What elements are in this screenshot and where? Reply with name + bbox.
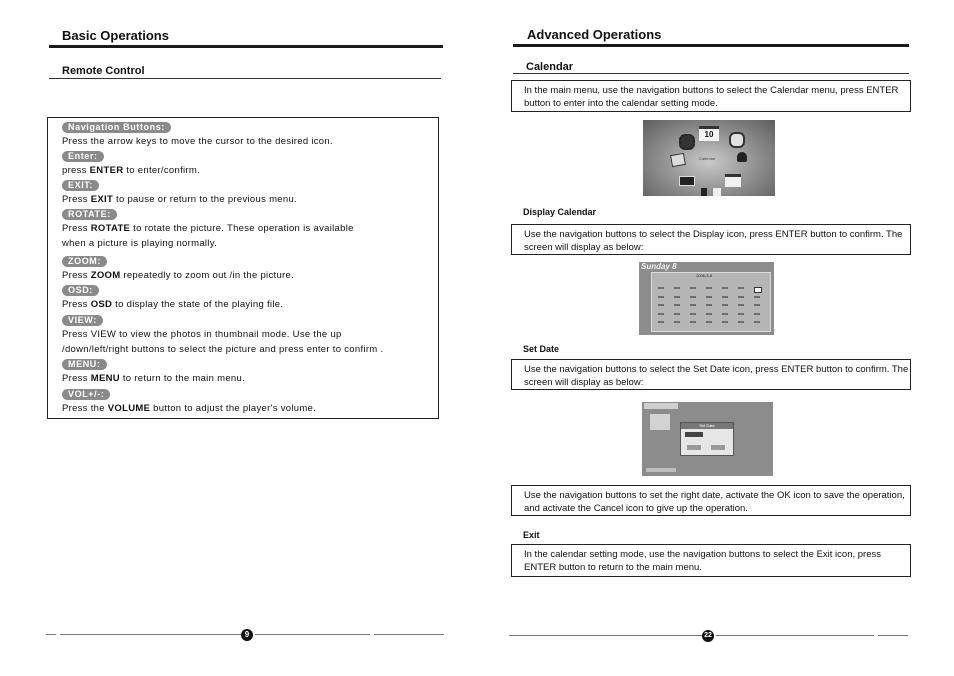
remote-desc-part: ZOOM [90, 270, 121, 281]
calendar-cell [690, 296, 696, 298]
set-date-box: Use the navigation buttons to select the Set Date icon, press ENTER button to confirm. The screen will display as below: [511, 359, 911, 390]
set-date-screenshot [642, 402, 773, 476]
right-footer-line [509, 635, 702, 636]
calendar-cell [722, 321, 728, 323]
remote-desc-part: to pause or return to the previous menu. [113, 194, 297, 205]
calendar-cell [738, 287, 744, 289]
right-footer-line-end [878, 635, 908, 636]
left-footer-line [60, 634, 244, 635]
calendar-cell [706, 321, 712, 323]
remote-desc-part: ROTATE [90, 223, 131, 234]
remote-desc-part: Press [62, 373, 91, 384]
remote-desc-part: Press [62, 270, 91, 281]
calendar-intro-box: In the main menu, use the navigation buttons to select the Calendar menu, press ENTER button to enter into the calendar setting mode. [511, 80, 911, 112]
remote-desc-part: VOLUME [107, 403, 151, 414]
left-page-title: Basic Operations [62, 28, 169, 43]
remote-desc-part: Press [62, 194, 91, 205]
right-title-rule [513, 44, 909, 47]
remote-desc-6-1 [62, 344, 383, 355]
calendar-cell [706, 304, 712, 306]
calendar-cell [754, 313, 760, 315]
right-footer-line-right [716, 635, 874, 636]
calendar-cell [674, 296, 680, 298]
calendar-cell [722, 287, 728, 289]
left-title-rule [49, 45, 443, 48]
remote-desc-1-0 [62, 165, 200, 176]
date-tile-icon [699, 126, 719, 141]
remote-desc-part: Press [62, 223, 91, 234]
calendar-cell [722, 296, 728, 298]
calendar-cell [754, 287, 762, 293]
remote-tag-1: Enter: [62, 151, 104, 162]
calendar-cell [706, 287, 712, 289]
calendar-cell [690, 287, 696, 289]
calendar-cell [738, 313, 744, 315]
calendar-month-title: 2006-3-8 [696, 273, 713, 278]
remote-desc-part: press [62, 165, 90, 176]
remote-tag-6: VIEW: [62, 315, 103, 326]
set-date-field [685, 432, 703, 437]
set-date-dialog [680, 422, 734, 456]
date-tile-text: 10 [704, 130, 714, 139]
set-date-screen-footer [646, 468, 676, 472]
remote-desc-part: button to adjust the player's volume. [150, 403, 317, 414]
calendar-cell [690, 321, 696, 323]
exit-heading: Exit [523, 530, 540, 540]
remote-desc-part: EXIT [90, 194, 114, 205]
left-footer-line-right [255, 634, 370, 635]
remote-desc-part: to enter/confirm. [123, 165, 201, 176]
remote-desc-part: repeatedly to zoom out /in the picture. [120, 270, 295, 281]
calendar-cell [690, 313, 696, 315]
set-date-ok-button [687, 445, 701, 450]
remote-desc-part: OSD [90, 299, 113, 310]
right-page-number: 22 [702, 630, 714, 642]
calendar-cell [658, 304, 664, 306]
set-date-side-panel [650, 414, 670, 430]
set-date-heading: Set Date [523, 344, 560, 354]
film-icon [679, 176, 695, 186]
display-calendar-screenshot [639, 262, 774, 335]
photo-icon [670, 153, 686, 167]
calendar-cell [658, 313, 664, 315]
remote-desc-part: Press the arrow keys to move the cursor to the desired icon. [62, 136, 333, 147]
music-icon [737, 152, 747, 162]
remote-desc-part: to display the state of the playing file. [112, 299, 284, 310]
calendar-cell [658, 296, 664, 298]
set-date-dialog-title: Set Date [681, 423, 733, 429]
left-footer-line-end [374, 634, 444, 635]
remote-tag-2: EXIT: [62, 180, 99, 191]
set-date-note-box: Use the navigation buttons to set the right date, activate the OK icon to save the operation, and activate the Cancel icon to give up the operation. [511, 485, 911, 516]
remote-desc-part: when a picture is playing normally. [62, 238, 218, 249]
display-calendar-box: Use the navigation buttons to select the Display icon, press ENTER button to confirm. The screen will display as below: [511, 224, 911, 255]
calendar-cell [754, 321, 760, 323]
remote-tag-8: VOL+/-: [62, 389, 110, 400]
remote-control-box [47, 117, 439, 419]
calendar-grid [651, 272, 771, 332]
remote-tag-7: MENU: [62, 359, 107, 370]
remote-desc-3-0 [62, 223, 354, 234]
remote-desc-5-0 [62, 299, 283, 310]
display-screen-header: Sunday 8 [641, 262, 677, 271]
calendar-cell [658, 287, 664, 289]
remote-tag-0: Navigation Buttons: [62, 122, 171, 133]
remote-control-rule [49, 78, 441, 79]
calendar-cell [722, 304, 728, 306]
calendar-cell [738, 321, 744, 323]
remote-desc-part: to return to the main menu. [119, 373, 246, 384]
display-calendar-heading: Display Calendar [523, 207, 597, 217]
right-page-title: Advanced Operations [527, 27, 662, 42]
menu-center-label: Calendar [699, 156, 716, 161]
calendar-cell [658, 321, 664, 323]
calendar-cell [722, 313, 728, 315]
calendar-cell [674, 287, 680, 289]
remote-desc-part: Press VIEW to view the photos in thumbnail mode. Use the up [62, 329, 342, 340]
bottom-icon-right [713, 188, 721, 196]
remote-desc-7-0 [62, 373, 245, 384]
set-date-cancel-button [711, 445, 725, 450]
remote-control-heading: Remote Control [62, 65, 145, 77]
set-date-screen-header [644, 403, 678, 409]
calendar-rule [513, 73, 909, 74]
left-footer-tick [46, 634, 56, 635]
calendar-cell [738, 304, 744, 306]
calendar-menu-screenshot [643, 120, 775, 196]
left-page-number: 9 [241, 629, 253, 641]
remote-tag-3: ROTATE: [62, 209, 117, 220]
calendar-cell [706, 296, 712, 298]
remote-desc-4-0 [62, 270, 294, 281]
calendar-cell [674, 304, 680, 306]
remote-desc-3-1 [62, 238, 217, 249]
remote-desc-part: ENTER [89, 165, 124, 176]
remote-desc-6-0 [62, 329, 342, 340]
calendar-cell [674, 313, 680, 315]
gear-icon [679, 134, 695, 150]
remote-desc-part: /down/left/right buttons to select the picture and press enter to confirm . [62, 344, 384, 355]
calendar-cell [674, 321, 680, 323]
calendar-cell [706, 313, 712, 315]
remote-desc-part: to rotate the picture. These operation is available [130, 223, 354, 234]
remote-tag-4: ZOOM: [62, 256, 107, 267]
remote-desc-part: Press the [62, 403, 108, 414]
clock-icon [729, 132, 745, 148]
remote-desc-0-0 [62, 136, 333, 147]
remote-desc-part: Press [62, 299, 91, 310]
calendar-icon [725, 174, 741, 187]
remote-tag-5: OSD: [62, 285, 99, 296]
calendar-cell [754, 296, 760, 298]
remote-desc-8-0 [62, 403, 316, 414]
remote-desc-2-0 [62, 194, 297, 205]
calendar-cell [754, 304, 760, 306]
calendar-heading: Calendar [526, 61, 574, 73]
exit-box: In the calendar setting mode, use the navigation buttons to select the Exit icon, press ENTER button to return to the main menu. [511, 544, 911, 577]
calendar-cell [738, 296, 744, 298]
bottom-icon-left [701, 188, 707, 196]
remote-desc-part: MENU [90, 373, 120, 384]
calendar-cell [690, 304, 696, 306]
